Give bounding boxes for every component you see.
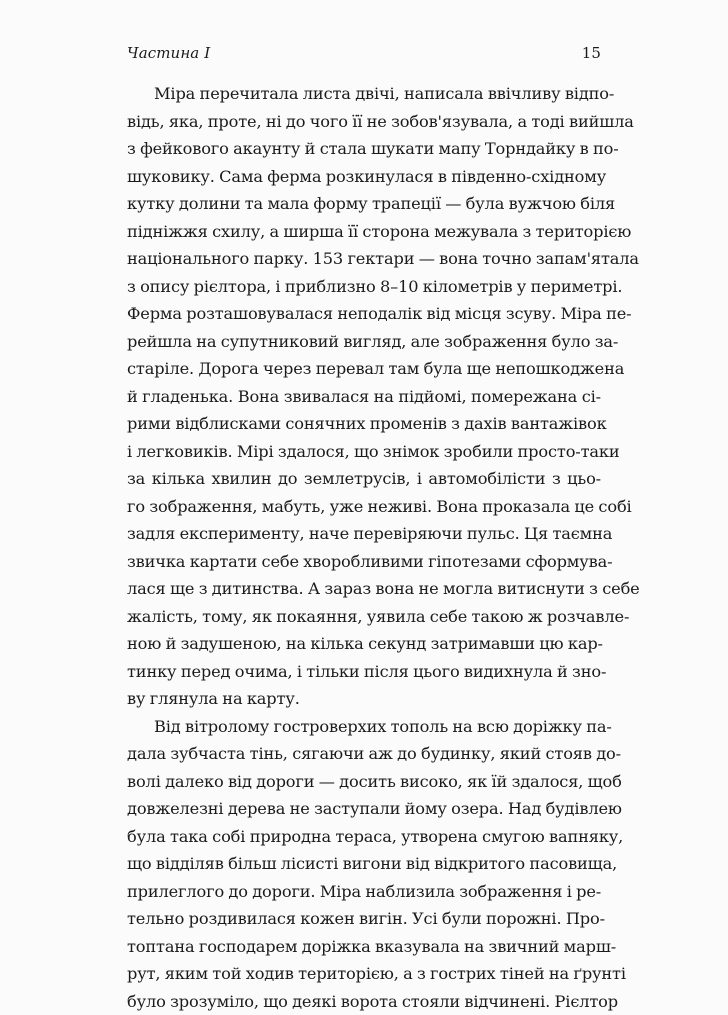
- text-line: Від вітролому гостроверхих тополь на всю доріжку па-: [127, 713, 601, 741]
- text-line: тинку перед очима, і тільки після цього видихнула й зно-: [127, 658, 601, 686]
- text-line: волі далеко від дороги — досить високо, як їй здалося, щоб: [127, 768, 601, 796]
- text-line: го зображення, мабуть, уже неживі. Вона проказала це собі: [127, 493, 601, 521]
- text-line: кутку долини та мала форму трапеції — була вужчою біля: [127, 190, 601, 218]
- text-line: з фейкового акаунту й стала шукати мапу Торндайку в по-: [127, 135, 601, 163]
- text-line: за кілька хвилин до землетрусів, і автомобілісти з цьо-: [127, 465, 601, 493]
- paragraph-2: [127, 713, 601, 1015]
- page-number: 15: [582, 44, 601, 62]
- running-head: [127, 44, 601, 64]
- body-text: [127, 80, 601, 1015]
- text-line: з опису рієлтора, і приблизно 8–10 кілометрів у периметрі.: [127, 273, 601, 301]
- text-line: національного парку. 153 гектари — вона точно запам'ятала: [127, 245, 601, 273]
- text-line: шуковику. Сама ферма розкинулася в південно-східному: [127, 163, 601, 191]
- text-line: підніжжя схилу, а ширша її сторона межувала з територією: [127, 218, 601, 246]
- text-line: звичка картати себе хворобливими гіпотезами сформува-: [127, 548, 601, 576]
- text-line: дала зубчаста тінь, сягаючи аж до будинку, який стояв до-: [127, 740, 601, 768]
- text-line: жалість, тому, як покаяння, уявила себе такою ж розчавле-: [127, 603, 601, 631]
- text-line: лася ще з дитинства. А зараз вона не могла витиснути з себе: [127, 575, 601, 603]
- text-line: довжелезні дерева не заступали йому озера. Над будівлею: [127, 795, 601, 823]
- text-line: Міра перечитала листа двічі, написала ввічливу відпо-: [127, 80, 601, 108]
- text-line: відь, яка, проте, ні до чого її не зобов'язувала, а тоді вийшла: [127, 108, 601, 136]
- text-line: топтана господарем доріжка вказувала на звичний марш-: [127, 933, 601, 961]
- text-line: рут, яким той ходив територією, а з гострих тіней на ґрунті: [127, 960, 601, 988]
- text-line: що відділяв більш лісисті вигони від відкритого пасовища,: [127, 850, 601, 878]
- text-line: була така собі природна тераса, утворена смугою вапняку,: [127, 823, 601, 851]
- text-line: ву глянула на карту.: [127, 685, 601, 713]
- text-line: було зрозуміло, що деякі ворота стояли відчинені. Рієлтор: [127, 988, 601, 1015]
- text-line: і легковиків. Мірі здалося, що знімок зробили просто-таки: [127, 438, 601, 466]
- text-line: задля експерименту, наче перевіряючи пульс. Ця таємна: [127, 520, 601, 548]
- text-line: старіле. Дорога через перевал там була ще непошкоджена: [127, 355, 601, 383]
- text-line: Ферма розташовувалася неподалік від місця зсуву. Міра пе-: [127, 300, 601, 328]
- text-line: прилеглого до дороги. Міра наблизила зображення і ре-: [127, 878, 601, 906]
- part-title: Частина I: [127, 44, 210, 62]
- paragraph-1: [127, 80, 601, 713]
- text-line: ною й задушеною, на кілька секунд затримавши цю кар-: [127, 630, 601, 658]
- text-line: тельно роздивилася кожен вигін. Усі були порожні. Про-: [127, 905, 601, 933]
- text-line: рими відблисками сонячних променів з дахів вантажівок: [127, 410, 601, 438]
- text-line: й гладенька. Вона звивалася на підйомі, помережана сі-: [127, 383, 601, 411]
- text-line: рейшла на супутниковий вигляд, але зображення було за-: [127, 328, 601, 356]
